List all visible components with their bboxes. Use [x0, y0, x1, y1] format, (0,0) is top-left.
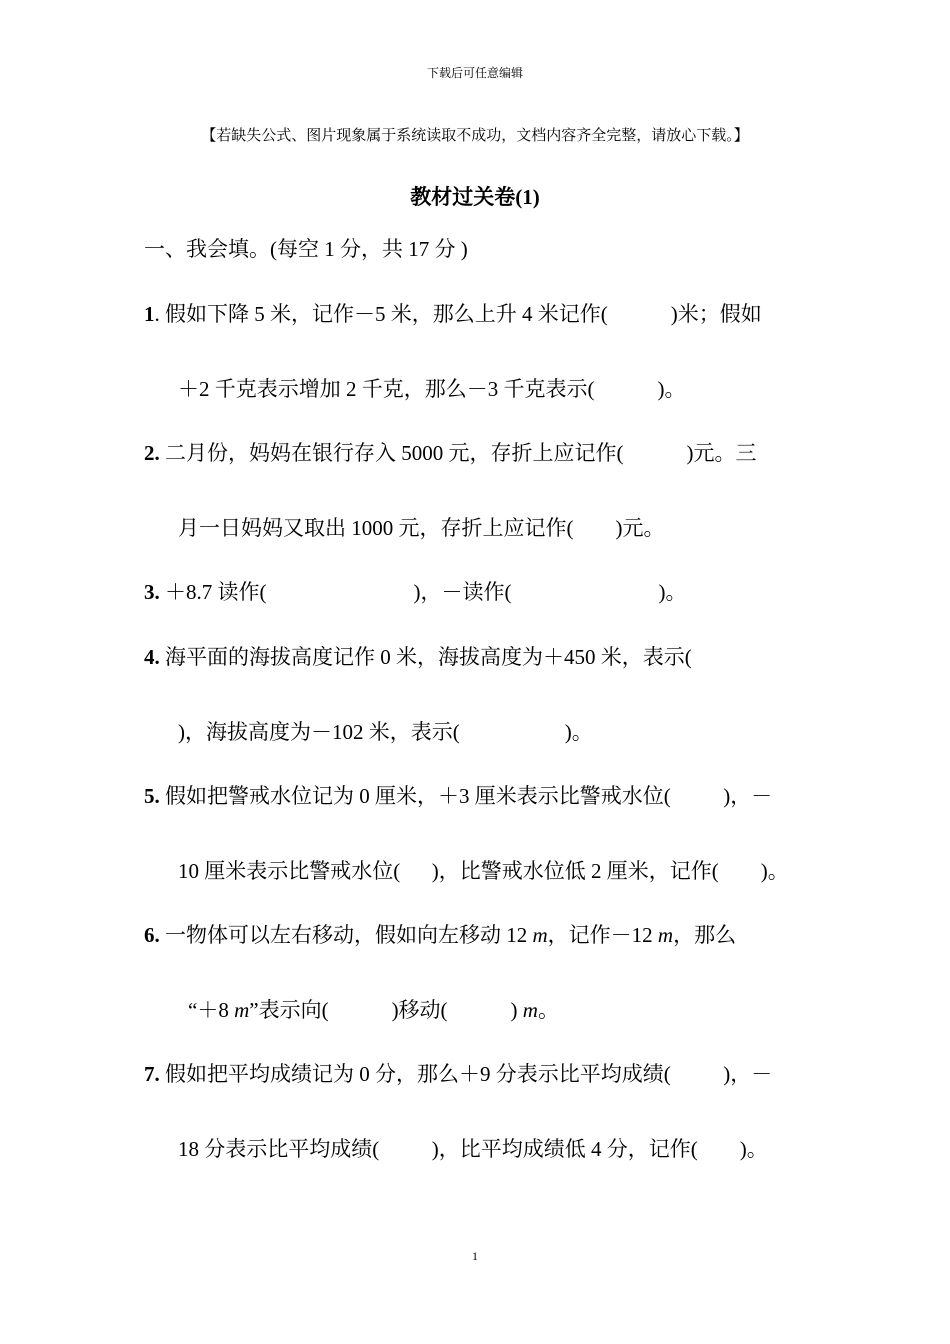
question-text: ，记作－12 [547, 923, 658, 947]
question-text: “＋8 [188, 998, 235, 1022]
question-7-line-1 [144, 1064, 772, 1085]
question-4-line-2: )，海拔高度为－102 米，表示( )。 [178, 720, 593, 744]
question-1-line-2: ＋2 千克表示增加 2 千克，那么－3 千克表示( )。 [178, 377, 686, 401]
unit-m: m [522, 998, 538, 1022]
question-6-line-2 [188, 1000, 559, 1021]
question-text: 假如把平均成绩记为 0 分，那么＋9 分表示比平均成绩( )，－ [159, 1062, 773, 1086]
question-text: 海平面的海拔高度记作 0 米，海拔高度为＋450 米，表示( [159, 645, 692, 669]
question-6-line-1 [144, 925, 736, 946]
question-5-line-2: 10 厘米表示比警戒水位( )，比警戒水位低 2 厘米，记作( )。 [178, 859, 789, 883]
unit-m: m [234, 998, 250, 1022]
page-number: 1 [472, 1249, 478, 1263]
page-title: 教材过关卷(1) [410, 185, 540, 209]
question-text: ＋8.7 读作( )，－读作( )。 [159, 580, 687, 604]
question-number: 3. [144, 580, 160, 604]
question-7-line-2: 18 分表示比平均成绩( )，比平均成绩低 4 分，记作( )。 [178, 1137, 768, 1161]
question-text: 二月份，妈妈在银行存入 5000 元，存折上应记作( )元。三 [159, 441, 757, 465]
download-notice: 【若缺失公式、图片现象属于系统读取不成功，文档内容齐全完整，请放心下载。】 [201, 128, 749, 144]
question-1-line-1 [144, 304, 762, 325]
question-text: 一物体可以左右移动，假如向左移动 12 [159, 923, 533, 947]
question-number: 7. [144, 1062, 160, 1086]
question-number: 6. [144, 923, 160, 947]
unit-m: m [532, 923, 548, 947]
question-text: . 假如下降 5 米，记作－5 米，那么上升 4 米记作( )米；假如 [154, 302, 762, 326]
unit-m: m [657, 923, 674, 947]
question-5-line-1 [144, 786, 772, 807]
question-text: 。 [537, 998, 559, 1022]
question-number: 4. [144, 645, 160, 669]
page-header: 下载后可任意编辑 [426, 66, 523, 80]
section-heading: 一、我会填。(每空 1 分，共 17 分 ) [144, 237, 468, 261]
question-2-line-1 [144, 443, 756, 464]
question-2-line-2: 月一日妈妈又取出 1000 元，存折上应记作( )元。 [178, 516, 665, 540]
question-3-line-1 [144, 582, 686, 603]
question-number: 5. [144, 784, 160, 808]
question-text: ”表示向( )移动( ) [249, 998, 523, 1022]
question-number: 1 [144, 302, 155, 326]
question-text: ，那么 [673, 923, 737, 947]
question-number: 2. [144, 441, 160, 465]
question-text: 假如把警戒水位记为 0 厘米，＋3 厘米表示比警戒水位( )，－ [159, 784, 773, 808]
question-4-line-1 [144, 647, 692, 668]
